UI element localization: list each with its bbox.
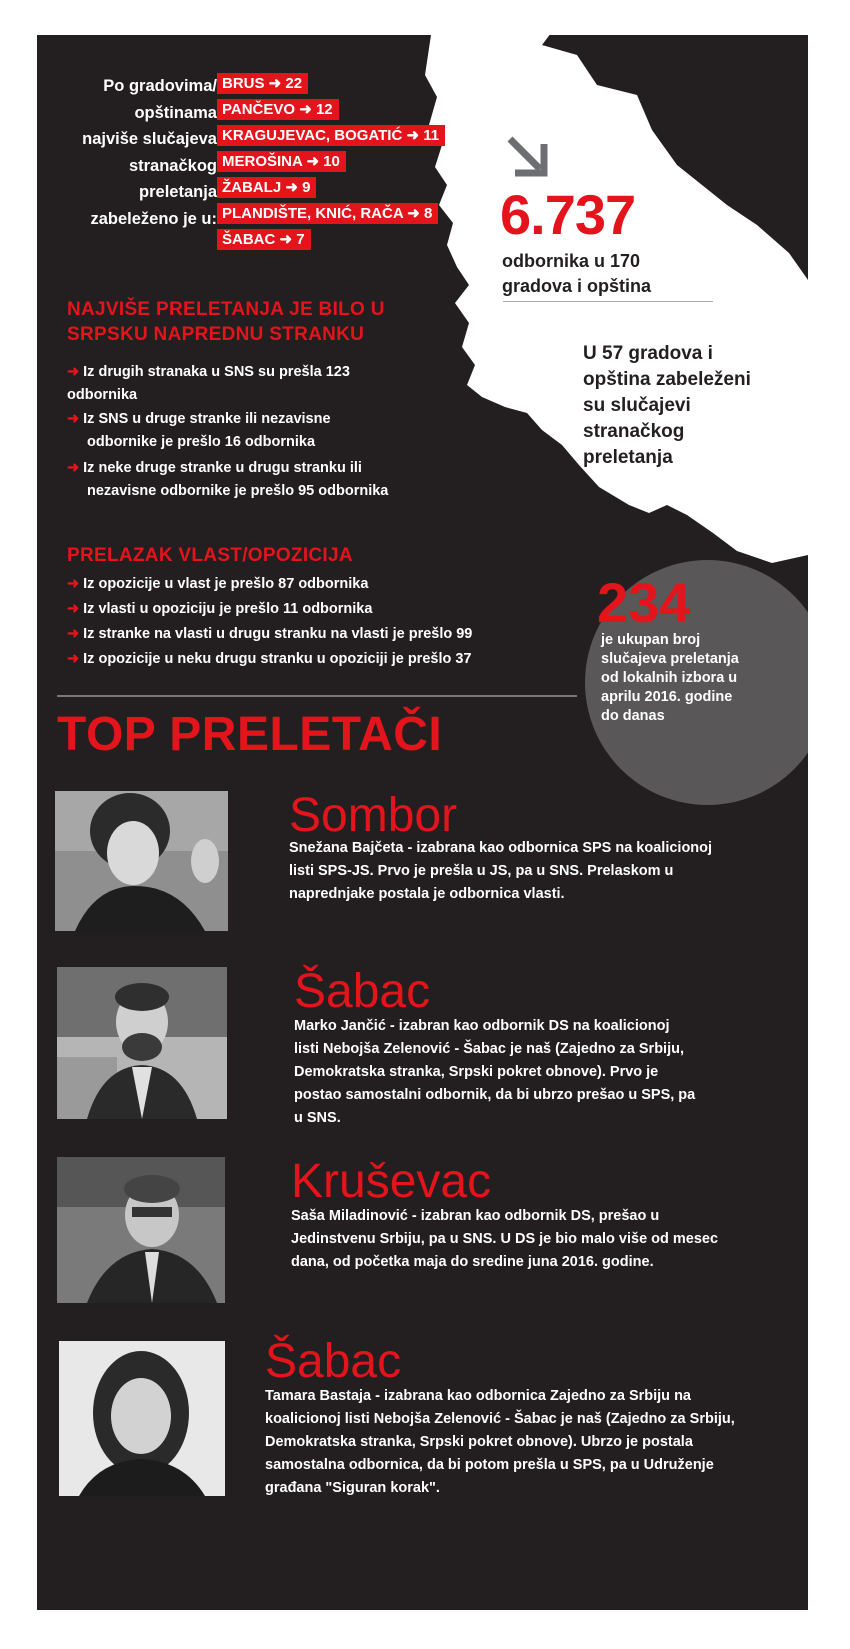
- section-title-line: SRPSKU NAPREDNU STRANKU: [67, 324, 365, 345]
- total-councillors-number: 6.737: [500, 183, 636, 246]
- caption-line: je ukupan broj: [601, 632, 701, 648]
- description-line: listi SPS-JS. Prvo je prešla u JS, pa u SNS. Prelaskom u: [289, 863, 674, 879]
- person-city: Sombor: [289, 789, 458, 842]
- city-badge: ŽABALJ ➜ 9: [217, 177, 316, 198]
- caption-line: do danas: [601, 708, 665, 724]
- list-item-text: odbornike je prešlo 16 odbornika: [87, 434, 316, 450]
- arrow-icon: ➜: [67, 601, 80, 617]
- caption-line: odbornika u 170: [502, 251, 641, 271]
- list-item-text: Iz opozicije u vlast je prešlo 87 odbornika: [83, 576, 369, 592]
- description-line: u SNS.: [294, 1110, 341, 1126]
- city-badge: MEROŠINA ➜ 10: [217, 151, 346, 172]
- person-photo: [59, 1341, 225, 1496]
- city-badge: BRUS ➜ 22: [217, 73, 308, 94]
- city-badge: PANČEVO ➜ 12: [217, 99, 339, 120]
- city-badge: ŠABAC ➜ 7: [217, 229, 311, 250]
- description-line: Tamara Bastaja - izabrana kao odbornica Zajedno za Srbiju na: [265, 1388, 691, 1404]
- infographic: [37, 35, 808, 1610]
- list-item-text: odbornika: [67, 387, 138, 403]
- total-cases-number: 234: [597, 571, 691, 634]
- section-title: PRELAZAK VLAST/OPOZICIJA: [67, 545, 353, 566]
- description-line: naprednjake postala je odbornica vlasti.: [289, 886, 565, 902]
- caption-line: od lokalnih izbora u: [601, 670, 738, 686]
- cities-57-text: [583, 341, 793, 471]
- list-item: [67, 648, 487, 671]
- description-line: listi Nebojša Zelenović - Šabac je naš (Zajedno za Srbiju,: [294, 1041, 684, 1057]
- description-line: Jedinstvenu Srbiju, pa u SNS. U DS je bio malo više od mesec: [291, 1231, 719, 1247]
- description-line: Demokratska stranka, Srpski pokret obnove). Ubrzo je postala: [265, 1434, 693, 1450]
- caption-line: slučajeva preletanja: [601, 651, 739, 667]
- intro-line: najviše slučajeva: [82, 130, 217, 148]
- intro-text: [47, 73, 217, 232]
- person-description: [294, 1015, 764, 1130]
- arrow-icon: ➜: [67, 411, 80, 427]
- person-city: Kruševac: [291, 1155, 492, 1208]
- description-line: postao samostalni odbornik, da bi ubrzo prešao u SPS, pa: [294, 1087, 696, 1103]
- list-item-text: Iz neke druge stranke u drugu stranku ili: [83, 460, 362, 476]
- description-line: građana "Siguran korak".: [265, 1480, 440, 1496]
- list-item: [67, 408, 487, 454]
- caption-line: gradova i opština: [502, 276, 652, 296]
- person-description: [289, 837, 769, 906]
- intro-line: zabeleženo je u:: [90, 209, 217, 228]
- person-city: Šabac: [294, 965, 431, 1018]
- divider: [57, 695, 577, 697]
- list-item-text: Iz vlasti u opoziciju je prešlo 11 odbornika: [83, 601, 373, 617]
- person-city: Šabac: [265, 1335, 402, 1388]
- list-item: [67, 457, 487, 503]
- section-title-line: NAJVIŠE PRELETANJA JE BILO U: [67, 299, 385, 320]
- person-description: [265, 1385, 785, 1500]
- top-title: TOP PRELETAČI: [57, 708, 443, 761]
- description-line: koalicionoj listi Nebojša Zelenović - Šabac je naš (Zajedno za Srbiju,: [265, 1411, 735, 1427]
- caption-line: aprilu 2016. godine: [601, 689, 733, 705]
- city-badge: KRAGUJEVAC, BOGATIĆ ➜ 11: [217, 125, 445, 146]
- person-description: [291, 1205, 771, 1274]
- intro-line: Po gradovima/: [103, 77, 217, 95]
- text-line: opština zabeleženi: [583, 369, 751, 390]
- list-item: [67, 361, 487, 407]
- intro-line: preletanja: [139, 183, 217, 201]
- description-line: Marko Jančić - izabran kao odbornik DS na koalicionoj: [294, 1018, 670, 1034]
- list-item: [67, 598, 487, 621]
- text-line: stranačkog: [583, 421, 685, 442]
- description-line: dana, od početka maja do sredine juna 2016. godine.: [291, 1254, 654, 1270]
- arrow-icon: ➜: [67, 576, 80, 592]
- list-item: [67, 573, 487, 596]
- arrow-icon: ➜: [67, 364, 80, 380]
- description-line: Saša Miladinović - izabran kao odbornik DS, prešao u: [291, 1208, 660, 1224]
- arrow-icon: ➜: [67, 460, 80, 476]
- intro-line: stranačkog: [128, 156, 217, 175]
- intro-line: opštinama: [134, 103, 217, 122]
- list-item-text: Iz drugih stranaka u SNS su prešla 123: [83, 364, 350, 380]
- arrow-icon: ➜: [67, 651, 80, 667]
- list-item-text: Iz opozicije u neku drugu stranku u opoziciji je prešlo 37: [83, 651, 472, 667]
- list-item-text: Iz SNS u druge stranke ili nezavisne: [83, 411, 331, 427]
- text-line: su slučajevi: [583, 395, 691, 416]
- description-line: Snežana Bajčeta - izabrana kao odbornica SPS na koalicionoj: [289, 840, 713, 856]
- text-line: preletanja: [583, 447, 673, 468]
- person-photo: [57, 967, 227, 1119]
- total-councillors-caption: [502, 249, 702, 299]
- description-line: samostalna odbornica, da bi potom prešla u SPS, pa u Udruženje: [265, 1457, 714, 1473]
- arrow-icon: ➜: [67, 626, 80, 642]
- text-line: U 57 gradova i: [583, 343, 713, 364]
- description-line: Demokratska stranka, Srpski pokret obnove). Prvo je: [294, 1064, 659, 1080]
- person-photo: [57, 1157, 225, 1303]
- person-photo: [55, 791, 228, 931]
- total-cases-caption: [601, 631, 776, 726]
- section-title: [67, 297, 385, 347]
- list-item-text: nezavisne odbornike je prešlo 95 odbornika: [87, 483, 389, 499]
- list-item-text: Iz stranke na vlasti u drugu stranku na vlasti je prešlo 99: [83, 626, 473, 642]
- list-item: [67, 623, 487, 646]
- city-badge: PLANDIŠTE, KNIĆ, RAČA ➜ 8: [217, 203, 438, 224]
- divider: [503, 301, 713, 302]
